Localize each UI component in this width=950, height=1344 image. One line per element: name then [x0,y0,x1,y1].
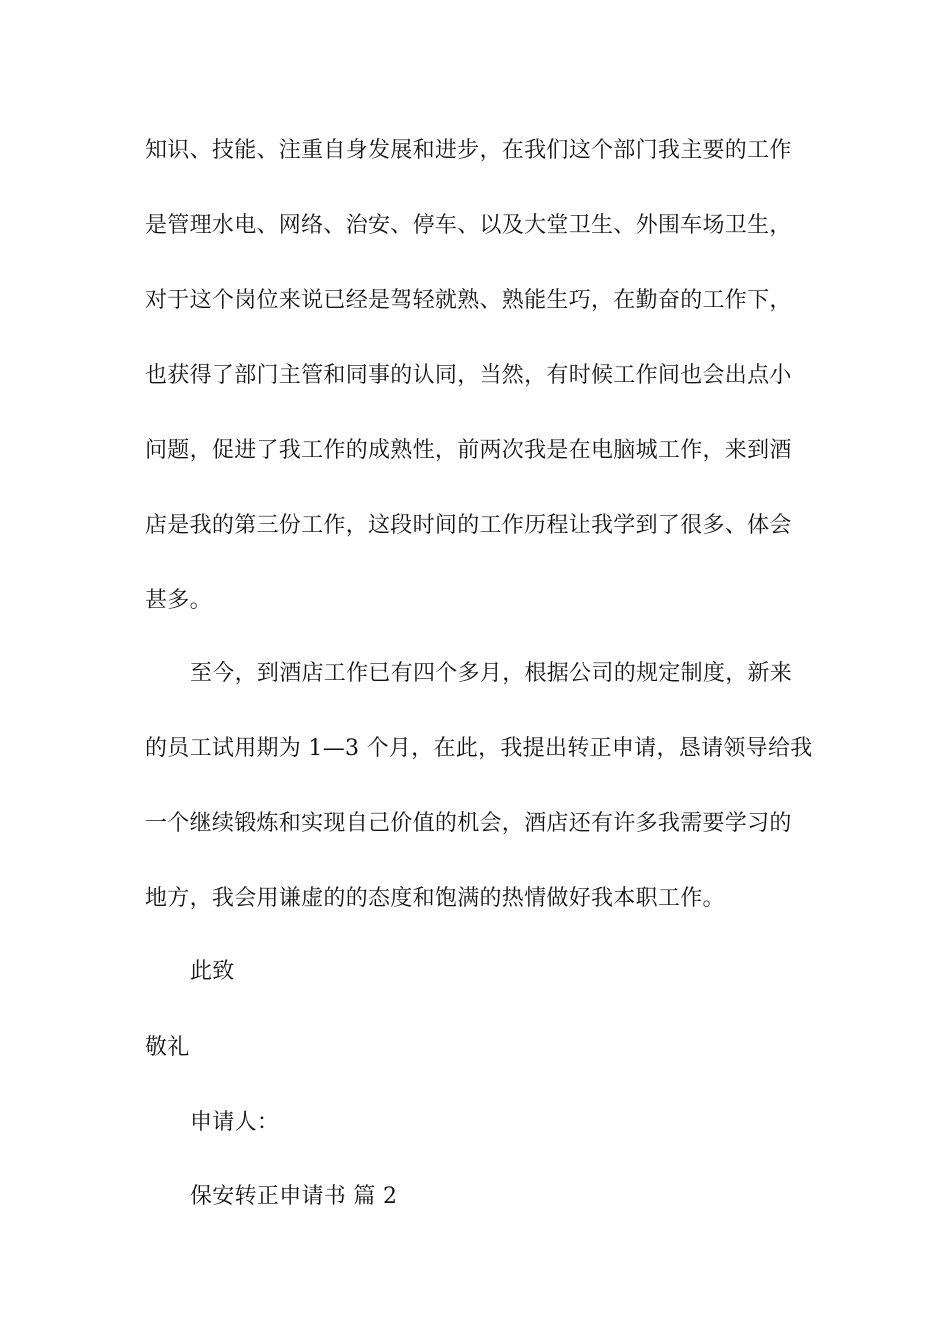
applicant-label: 申请人： [190,1110,280,1135]
paragraph-line: 店是我的第三份工作，这段时间的工作历程让我学到了很多、体会 [145,513,792,538]
paragraph-line: 的员工试用期为 1—3 个月，在此，我提出转正申请，恳请领导给我 [145,736,813,761]
paragraph-line: 也获得了部门主管和同事的认同，当然，有时候工作间也会出点小 [145,363,792,388]
salutation-text: 敬礼 [145,1035,190,1060]
closing-text: 此致 [190,959,235,984]
paragraph-line: 是管理水电、网络、治安、停车、以及大堂卫生、外围车场卫生， [145,213,792,238]
section-title: 保安转正申请书 篇 2 [190,1184,398,1209]
paragraph-line: 地方，我会用谦虚的的态度和饱满的热情做好我本职工作。 [145,886,725,911]
paragraph-line: 甚多。 [145,588,212,613]
paragraph-line: 至今，到酒店工作已有四个多月，根据公司的规定制度，新来 [190,661,793,686]
paragraph-line: 知识、技能、注重自身发展和进步，在我们这个部门我主要的工作 [145,138,792,163]
paragraph-line: 对于这个岗位来说已经是驾轻就熟、熟能生巧，在勤奋的工作下， [145,288,792,313]
paragraph-line: 问题，促进了我工作的成熟性，前两次我是在电脑城工作，来到酒 [145,438,792,463]
paragraph-line: 一个继续锻炼和实现自己价值的机会，酒店还有许多我需要学习的 [145,811,792,836]
